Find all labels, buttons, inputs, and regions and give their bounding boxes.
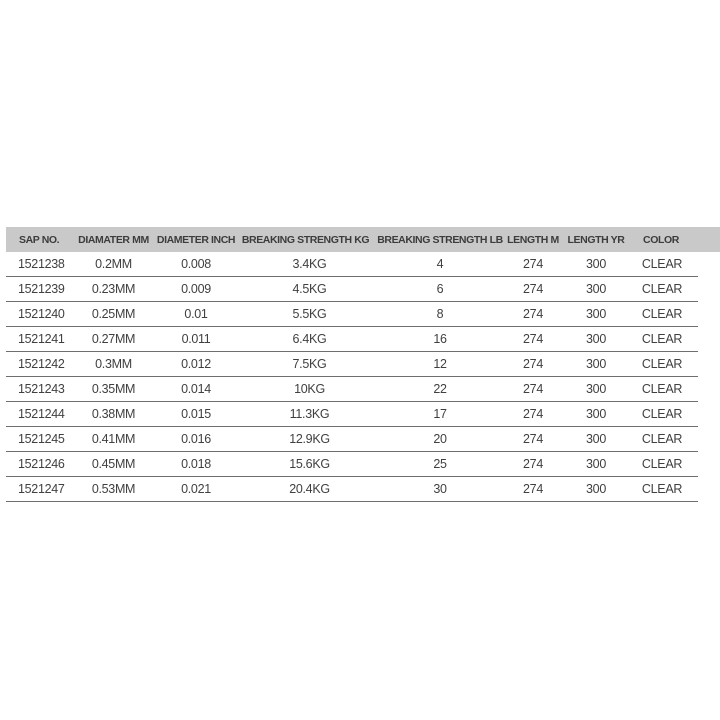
header-diameter-inch: DIAMETER INCH xyxy=(156,233,236,246)
cell-breaking-strength-kg: 7.5KG xyxy=(292,357,327,371)
table-row xyxy=(6,302,698,327)
cell-length-yr: 300 xyxy=(586,282,606,296)
table-row xyxy=(6,352,698,377)
cell-length-yr: 300 xyxy=(586,407,606,421)
cell-length-yr: 300 xyxy=(586,332,606,346)
cell-breaking-strength-lb: 30 xyxy=(433,482,447,496)
header-length-yr: LENGTH YR xyxy=(567,233,625,246)
cell-breaking-strength-kg: 5.5KG xyxy=(292,307,327,321)
cell-sap-no: 1521238 xyxy=(18,257,65,271)
cell-color: CLEAR xyxy=(641,407,683,421)
cell-sap-no: 1521240 xyxy=(18,307,65,321)
cell-diameter-inch: 0.008 xyxy=(181,257,211,271)
cell-breaking-strength-kg: 10KG xyxy=(294,382,325,396)
cell-diameter-inch: 0.016 xyxy=(181,432,211,446)
cell-color: CLEAR xyxy=(641,482,683,496)
cell-diameter-mm: 0.45MM xyxy=(91,457,136,471)
cell-color: CLEAR xyxy=(641,357,683,371)
table-row xyxy=(6,277,698,302)
cell-length-yr: 300 xyxy=(586,482,606,496)
cell-diameter-inch: 0.011 xyxy=(181,332,211,346)
table-row xyxy=(6,477,698,502)
header-diameter-mm: DIAMATER MM xyxy=(78,233,149,246)
cell-diameter-inch: 0.012 xyxy=(181,357,211,371)
cell-breaking-strength-lb: 20 xyxy=(433,432,447,446)
cell-color: CLEAR xyxy=(641,432,683,446)
cell-length-m: 274 xyxy=(523,257,543,271)
cell-diameter-mm: 0.53MM xyxy=(91,482,136,496)
cell-diameter-mm: 0.2MM xyxy=(95,257,132,271)
cell-length-m: 274 xyxy=(523,357,543,371)
cell-length-yr: 300 xyxy=(586,357,606,371)
cell-diameter-inch: 0.018 xyxy=(181,457,211,471)
cell-breaking-strength-lb: 6 xyxy=(436,282,444,296)
cell-length-yr: 300 xyxy=(586,307,606,321)
cell-breaking-strength-kg: 4.5KG xyxy=(292,282,327,296)
cell-color: CLEAR xyxy=(641,257,683,271)
cell-diameter-mm: 0.25MM xyxy=(91,307,136,321)
cell-diameter-mm: 0.27MM xyxy=(91,332,136,346)
cell-diameter-mm: 0.41MM xyxy=(91,432,136,446)
cell-diameter-inch: 0.015 xyxy=(181,407,211,421)
cell-color: CLEAR xyxy=(641,332,683,346)
table-row xyxy=(6,252,698,277)
table-row xyxy=(6,377,698,402)
table-row xyxy=(6,402,698,427)
table-row xyxy=(6,327,698,352)
cell-color: CLEAR xyxy=(641,457,683,471)
cell-length-yr: 300 xyxy=(586,457,606,471)
cell-sap-no: 1521241 xyxy=(18,332,65,346)
table-body xyxy=(6,252,720,502)
cell-color: CLEAR xyxy=(641,282,683,296)
cell-diameter-mm: 0.3MM xyxy=(95,357,132,371)
cell-color: CLEAR xyxy=(641,382,683,396)
cell-length-m: 274 xyxy=(523,382,543,396)
cell-breaking-strength-lb: 16 xyxy=(433,332,447,346)
table-header xyxy=(6,227,720,252)
cell-sap-no: 1521243 xyxy=(18,382,65,396)
cell-length-m: 274 xyxy=(523,432,543,446)
cell-breaking-strength-kg: 6.4KG xyxy=(292,332,327,346)
cell-length-yr: 300 xyxy=(586,257,606,271)
cell-diameter-inch: 0.014 xyxy=(181,382,211,396)
cell-diameter-inch: 0.01 xyxy=(184,307,208,321)
cell-diameter-inch: 0.021 xyxy=(181,482,211,496)
cell-length-m: 274 xyxy=(523,407,543,421)
cell-diameter-mm: 0.23MM xyxy=(91,282,136,296)
cell-breaking-strength-kg: 11.3KG xyxy=(289,407,330,421)
cell-length-m: 274 xyxy=(523,332,543,346)
cell-breaking-strength-lb: 8 xyxy=(436,307,444,321)
cell-breaking-strength-kg: 20.4KG xyxy=(289,482,330,496)
cell-sap-no: 1521244 xyxy=(18,407,65,421)
cell-breaking-strength-lb: 12 xyxy=(433,357,447,371)
cell-breaking-strength-lb: 4 xyxy=(436,257,444,271)
cell-length-yr: 300 xyxy=(586,432,606,446)
cell-diameter-inch: 0.009 xyxy=(181,282,211,296)
cell-color: CLEAR xyxy=(641,307,683,321)
spec-table xyxy=(6,227,720,502)
cell-length-m: 274 xyxy=(523,307,543,321)
header-breaking-strength-kg: BREAKING STRENGTH KG xyxy=(241,233,370,246)
header-breaking-strength-lb: BREAKING STRENGTH LB xyxy=(377,233,503,246)
cell-sap-no: 1521239 xyxy=(18,282,65,296)
cell-length-yr: 300 xyxy=(586,382,606,396)
cell-breaking-strength-lb: 25 xyxy=(433,457,447,471)
cell-sap-no: 1521245 xyxy=(18,432,65,446)
header-length-m: LENGTH M xyxy=(507,233,559,246)
cell-length-m: 274 xyxy=(523,482,543,496)
header-color: COLOR xyxy=(643,233,679,246)
cell-breaking-strength-kg: 12.9KG xyxy=(289,432,330,446)
cell-length-m: 274 xyxy=(523,457,543,471)
cell-sap-no: 1521246 xyxy=(18,457,65,471)
cell-breaking-strength-kg: 3.4KG xyxy=(292,257,327,271)
table-row xyxy=(6,452,698,477)
cell-sap-no: 1521247 xyxy=(18,482,65,496)
cell-length-m: 274 xyxy=(523,282,543,296)
cell-diameter-mm: 0.38MM xyxy=(91,407,136,421)
cell-breaking-strength-lb: 17 xyxy=(433,407,447,421)
cell-breaking-strength-kg: 15.6KG xyxy=(289,457,330,471)
cell-sap-no: 1521242 xyxy=(18,357,65,371)
header-sap-no: SAP NO. xyxy=(19,233,60,246)
cell-breaking-strength-lb: 22 xyxy=(433,382,447,396)
cell-diameter-mm: 0.35MM xyxy=(91,382,136,396)
table-row xyxy=(6,427,698,452)
